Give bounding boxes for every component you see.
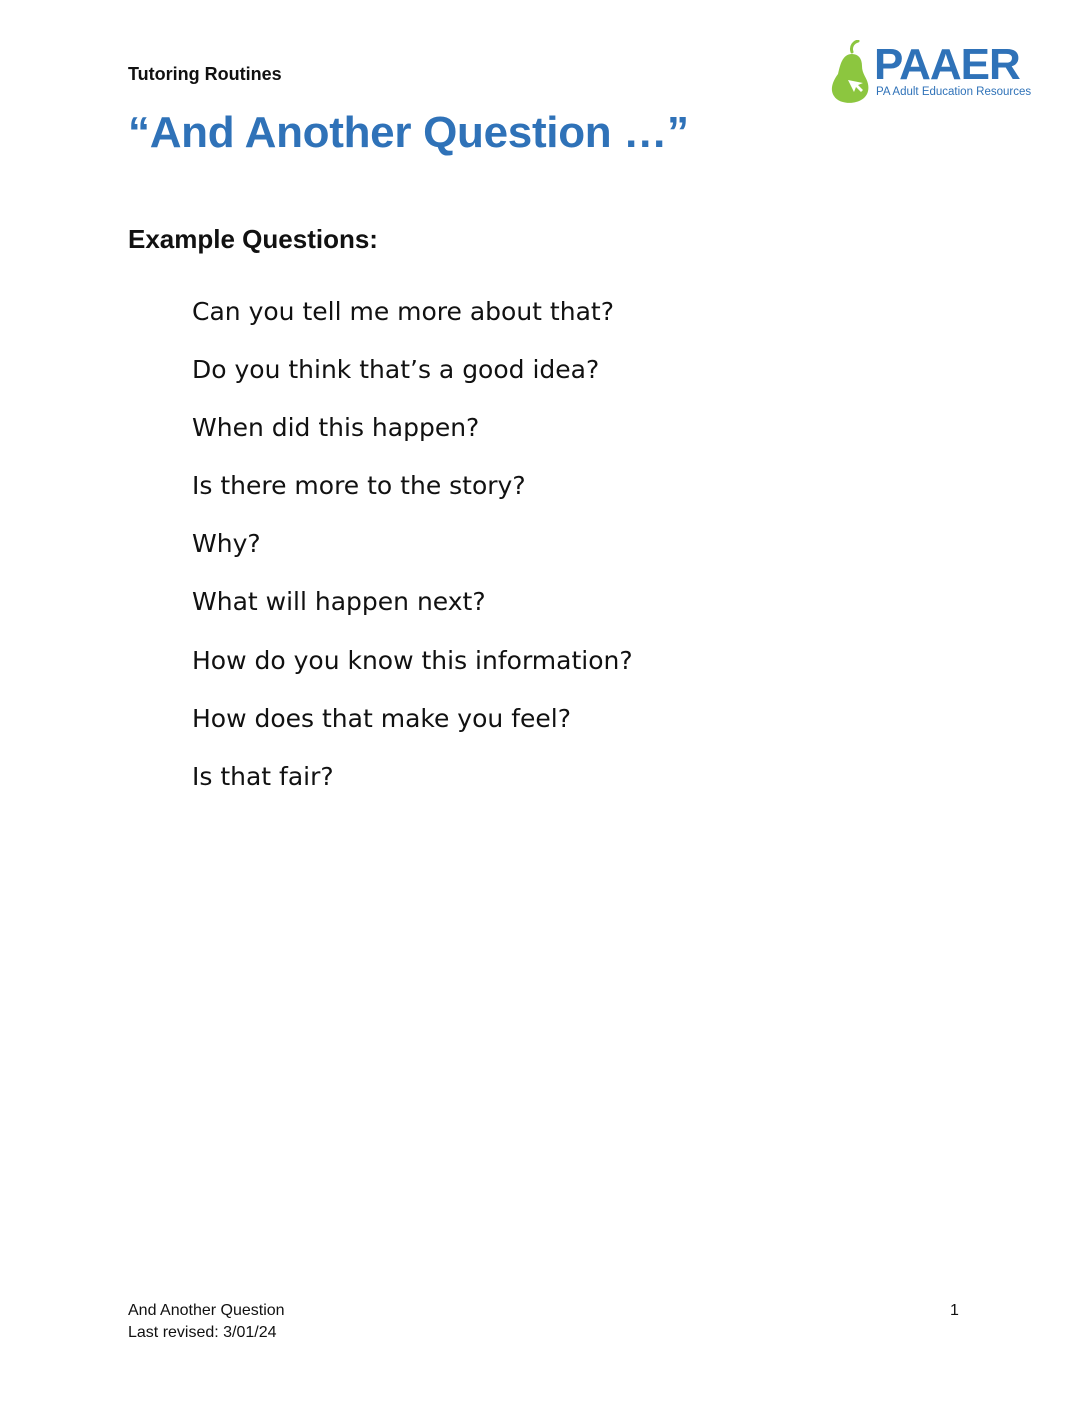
question-item: How do you know this information?	[192, 645, 633, 675]
page-number: 1	[950, 1302, 959, 1319]
logo-wordmark: PAAER	[874, 40, 1020, 89]
pear-icon	[828, 40, 876, 106]
question-item: What will happen next?	[192, 587, 486, 617]
question-item: How does that make you feel?	[192, 703, 571, 733]
section-heading: Example Questions:	[128, 224, 378, 254]
question-item: When did this happen?	[192, 413, 480, 443]
paaer-logo	[828, 40, 1033, 106]
question-item: Is that fair?	[192, 761, 334, 791]
logo-tagline: PA Adult Education Resources	[876, 86, 1032, 98]
header-label: Tutoring Routines	[128, 64, 282, 84]
page-title: “And Another Question …”	[128, 108, 689, 157]
footer-revised-date: Last revised: 3/01/24	[128, 1324, 277, 1341]
question-item: Can you tell me more about that?	[192, 297, 614, 326]
footer	[128, 1300, 285, 1344]
question-item: Is there more to the story?	[192, 471, 526, 501]
question-list	[192, 292, 633, 815]
footer-doc-name: And Another Question	[128, 1302, 285, 1319]
question-item: Do you think that’s a good idea?	[192, 355, 600, 385]
question-item: Why?	[192, 529, 261, 559]
